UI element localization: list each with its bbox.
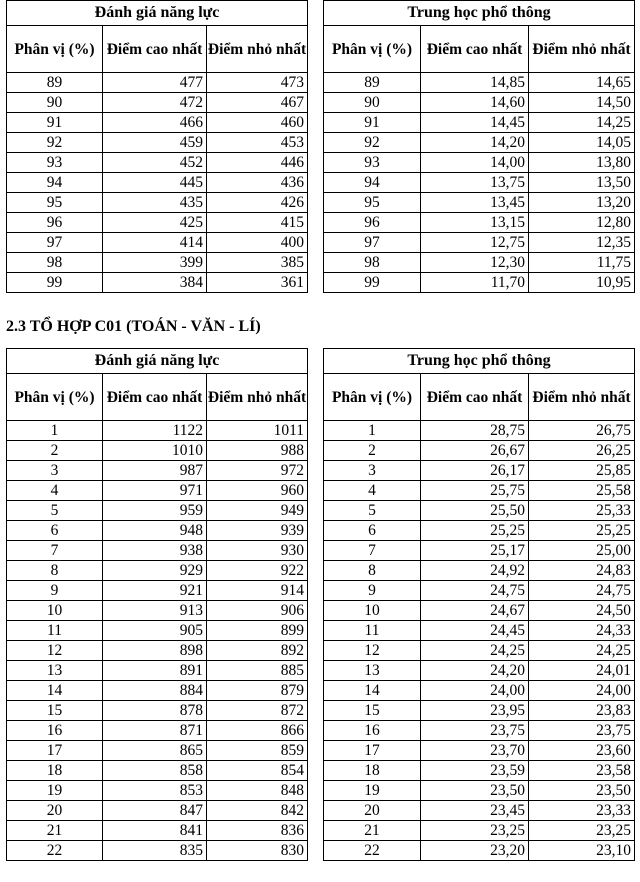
max-score-cell: 25,50 — [421, 501, 529, 521]
percentile-cell: 98 — [324, 253, 421, 273]
percentile-cell: 93 — [7, 153, 103, 173]
table-row — [7, 681, 308, 701]
percentile-cell: 20 — [324, 801, 421, 821]
percentile-cell: 97 — [324, 233, 421, 253]
min-score-cell: 26,75 — [529, 421, 635, 441]
min-score-cell: 25,00 — [529, 541, 635, 561]
max-score-cell: 384 — [103, 273, 207, 293]
max-score-cell: 435 — [103, 193, 207, 213]
min-score-cell: 13,50 — [529, 173, 635, 193]
column-header: Phân vị (%) — [7, 26, 103, 73]
min-score-cell: 23,25 — [529, 821, 635, 841]
table-row — [7, 741, 308, 761]
max-score-cell: 23,50 — [421, 781, 529, 801]
min-score-cell: 24,75 — [529, 581, 635, 601]
percentile-cell: 89 — [7, 73, 103, 93]
table-row — [7, 461, 308, 481]
percentile-cell: 90 — [324, 93, 421, 113]
min-score-cell: 899 — [207, 621, 308, 641]
min-score-cell: 872 — [207, 701, 308, 721]
percentile-cell: 92 — [324, 133, 421, 153]
min-score-cell: 25,58 — [529, 481, 635, 501]
percentile-cell: 11 — [324, 621, 421, 641]
min-score-cell: 24,25 — [529, 641, 635, 661]
table-row — [324, 253, 635, 273]
percentile-cell: 18 — [7, 761, 103, 781]
max-score-cell: 921 — [103, 581, 207, 601]
percentile-cell: 95 — [7, 193, 103, 213]
min-score-cell: 436 — [207, 173, 308, 193]
column-header: Điểm nhỏ nhất — [207, 374, 308, 421]
min-score-cell: 23,50 — [529, 781, 635, 801]
table-row — [7, 701, 308, 721]
table-row — [324, 273, 635, 293]
table-row — [324, 501, 635, 521]
table-row — [324, 133, 635, 153]
percentile-cell: 96 — [324, 213, 421, 233]
max-score-cell: 847 — [103, 801, 207, 821]
percentile-cell: 2 — [7, 441, 103, 461]
max-score-cell: 14,85 — [421, 73, 529, 93]
table-row — [7, 761, 308, 781]
table-row — [7, 561, 308, 581]
percentile-cell: 4 — [7, 481, 103, 501]
max-score-cell: 23,45 — [421, 801, 529, 821]
table-row — [324, 93, 635, 113]
min-score-cell: 854 — [207, 761, 308, 781]
table-row — [7, 273, 308, 293]
table-row — [324, 821, 635, 841]
percentile-cell: 10 — [324, 601, 421, 621]
min-score-cell: 14,05 — [529, 133, 635, 153]
percentile-cell: 99 — [7, 273, 103, 293]
min-score-cell: 13,20 — [529, 193, 635, 213]
percentile-cell: 5 — [7, 501, 103, 521]
min-score-cell: 25,25 — [529, 521, 635, 541]
percentile-cell: 94 — [7, 173, 103, 193]
percentile-cell: 8 — [7, 561, 103, 581]
table-row — [324, 741, 635, 761]
max-score-cell: 13,75 — [421, 173, 529, 193]
table-row — [7, 541, 308, 561]
max-score-cell: 835 — [103, 841, 207, 861]
max-score-cell: 25,75 — [421, 481, 529, 501]
table-row — [7, 73, 308, 93]
table-row — [324, 421, 635, 441]
max-score-cell: 23,75 — [421, 721, 529, 741]
percentile-cell: 18 — [324, 761, 421, 781]
max-score-cell: 23,95 — [421, 701, 529, 721]
max-score-cell: 14,45 — [421, 113, 529, 133]
max-score-cell: 13,15 — [421, 213, 529, 233]
min-score-cell: 930 — [207, 541, 308, 561]
percentile-cell: 90 — [7, 93, 103, 113]
max-score-cell: 445 — [103, 173, 207, 193]
table-row — [324, 213, 635, 233]
max-score-cell: 878 — [103, 701, 207, 721]
min-score-cell: 14,25 — [529, 113, 635, 133]
max-score-cell: 853 — [103, 781, 207, 801]
table-row — [7, 661, 308, 681]
min-score-cell: 415 — [207, 213, 308, 233]
table-row — [7, 781, 308, 801]
max-score-cell: 477 — [103, 73, 207, 93]
min-score-cell: 13,80 — [529, 153, 635, 173]
max-score-cell: 987 — [103, 461, 207, 481]
top-left-table — [6, 0, 308, 293]
min-score-cell: 988 — [207, 441, 308, 461]
table-row — [7, 801, 308, 821]
max-score-cell: 938 — [103, 541, 207, 561]
min-score-cell: 1011 — [207, 421, 308, 441]
column-header: Điểm cao nhất — [421, 26, 529, 73]
max-score-cell: 929 — [103, 561, 207, 581]
column-header: Phân vị (%) — [7, 374, 103, 421]
min-score-cell: 23,33 — [529, 801, 635, 821]
max-score-cell: 26,17 — [421, 461, 529, 481]
min-score-cell: 24,50 — [529, 601, 635, 621]
percentile-cell: 95 — [324, 193, 421, 213]
max-score-cell: 11,70 — [421, 273, 529, 293]
percentile-cell: 2 — [324, 441, 421, 461]
max-score-cell: 24,25 — [421, 641, 529, 661]
table-row — [324, 621, 635, 641]
bottom-right-table — [323, 348, 635, 861]
min-score-cell: 939 — [207, 521, 308, 541]
percentile-cell: 16 — [324, 721, 421, 741]
max-score-cell: 1010 — [103, 441, 207, 461]
max-score-cell: 23,59 — [421, 761, 529, 781]
min-score-cell: 25,33 — [529, 501, 635, 521]
table-row — [324, 601, 635, 621]
percentile-cell: 94 — [324, 173, 421, 193]
column-header: Điểm cao nhất — [421, 374, 529, 421]
percentile-cell: 21 — [324, 821, 421, 841]
percentile-cell: 5 — [324, 501, 421, 521]
percentile-cell: 99 — [324, 273, 421, 293]
percentile-cell: 14 — [7, 681, 103, 701]
min-score-cell: 24,00 — [529, 681, 635, 701]
column-header: Điểm nhỏ nhất — [529, 374, 635, 421]
table-title: Trung học phổ thông — [324, 1, 635, 26]
table-row — [324, 761, 635, 781]
percentile-cell: 3 — [7, 461, 103, 481]
table-row — [324, 193, 635, 213]
max-score-cell: 23,70 — [421, 741, 529, 761]
table-row — [324, 73, 635, 93]
min-score-cell: 25,85 — [529, 461, 635, 481]
table-row — [324, 173, 635, 193]
percentile-cell: 20 — [7, 801, 103, 821]
max-score-cell: 24,20 — [421, 661, 529, 681]
max-score-cell: 898 — [103, 641, 207, 661]
table-row — [7, 601, 308, 621]
max-score-cell: 871 — [103, 721, 207, 741]
max-score-cell: 25,17 — [421, 541, 529, 561]
table-row — [7, 441, 308, 461]
table-row — [7, 133, 308, 153]
table-row — [324, 781, 635, 801]
table-row — [7, 521, 308, 541]
percentile-cell: 4 — [324, 481, 421, 501]
table-title: Đánh giá năng lực — [7, 1, 308, 26]
percentile-cell: 12 — [324, 641, 421, 661]
percentile-cell: 15 — [7, 701, 103, 721]
table-row — [324, 481, 635, 501]
min-score-cell: 972 — [207, 461, 308, 481]
table-row — [7, 421, 308, 441]
min-score-cell: 400 — [207, 233, 308, 253]
max-score-cell: 452 — [103, 153, 207, 173]
table-row — [7, 641, 308, 661]
bottom-left-table — [6, 348, 308, 861]
min-score-cell: 24,01 — [529, 661, 635, 681]
min-score-cell: 385 — [207, 253, 308, 273]
percentile-cell: 1 — [7, 421, 103, 441]
min-score-cell: 922 — [207, 561, 308, 581]
max-score-cell: 841 — [103, 821, 207, 841]
min-score-cell: 426 — [207, 193, 308, 213]
max-score-cell: 12,30 — [421, 253, 529, 273]
percentile-cell: 91 — [324, 113, 421, 133]
percentile-cell: 11 — [7, 621, 103, 641]
table-row — [324, 581, 635, 601]
max-score-cell: 26,67 — [421, 441, 529, 461]
max-score-cell: 24,45 — [421, 621, 529, 641]
percentile-cell: 89 — [324, 73, 421, 93]
min-score-cell: 859 — [207, 741, 308, 761]
max-score-cell: 13,45 — [421, 193, 529, 213]
percentile-cell: 3 — [324, 461, 421, 481]
top-right-table — [323, 0, 635, 293]
min-score-cell: 914 — [207, 581, 308, 601]
column-header: Phân vị (%) — [324, 26, 421, 73]
table-row — [7, 233, 308, 253]
percentile-cell: 6 — [7, 521, 103, 541]
min-score-cell: 23,60 — [529, 741, 635, 761]
percentile-cell: 22 — [324, 841, 421, 861]
max-score-cell: 25,25 — [421, 521, 529, 541]
max-score-cell: 891 — [103, 661, 207, 681]
percentile-cell: 19 — [7, 781, 103, 801]
max-score-cell: 23,25 — [421, 821, 529, 841]
min-score-cell: 960 — [207, 481, 308, 501]
min-score-cell: 23,83 — [529, 701, 635, 721]
table-row — [324, 681, 635, 701]
table-row — [7, 113, 308, 133]
min-score-cell: 879 — [207, 681, 308, 701]
percentile-cell: 92 — [7, 133, 103, 153]
min-score-cell: 866 — [207, 721, 308, 741]
table-row — [324, 701, 635, 721]
min-score-cell: 24,33 — [529, 621, 635, 641]
max-score-cell: 913 — [103, 601, 207, 621]
min-score-cell: 23,10 — [529, 841, 635, 861]
table-title: Trung học phổ thông — [324, 349, 635, 374]
min-score-cell: 885 — [207, 661, 308, 681]
min-score-cell: 12,80 — [529, 213, 635, 233]
max-score-cell: 24,92 — [421, 561, 529, 581]
column-header: Điểm cao nhất — [103, 26, 207, 73]
percentile-cell: 97 — [7, 233, 103, 253]
percentile-cell: 17 — [324, 741, 421, 761]
percentile-cell: 14 — [324, 681, 421, 701]
table-row — [7, 621, 308, 641]
min-score-cell: 830 — [207, 841, 308, 861]
min-score-cell: 848 — [207, 781, 308, 801]
min-score-cell: 949 — [207, 501, 308, 521]
min-score-cell: 906 — [207, 601, 308, 621]
percentile-cell: 10 — [7, 601, 103, 621]
table-row — [7, 253, 308, 273]
min-score-cell: 361 — [207, 273, 308, 293]
max-score-cell: 971 — [103, 481, 207, 501]
max-score-cell: 959 — [103, 501, 207, 521]
min-score-cell: 11,75 — [529, 253, 635, 273]
table-row — [324, 113, 635, 133]
percentile-cell: 19 — [324, 781, 421, 801]
column-header: Điểm nhỏ nhất — [529, 26, 635, 73]
percentile-cell: 91 — [7, 113, 103, 133]
table-row — [324, 841, 635, 861]
max-score-cell: 24,75 — [421, 581, 529, 601]
column-header: Điểm cao nhất — [103, 374, 207, 421]
min-score-cell: 892 — [207, 641, 308, 661]
min-score-cell: 24,83 — [529, 561, 635, 581]
table-row — [7, 841, 308, 861]
table-row — [7, 581, 308, 601]
table-row — [7, 93, 308, 113]
percentile-cell: 9 — [7, 581, 103, 601]
table-row — [324, 441, 635, 461]
min-score-cell: 14,65 — [529, 73, 635, 93]
table-title: Đánh giá năng lực — [7, 349, 308, 374]
min-score-cell: 460 — [207, 113, 308, 133]
min-score-cell: 26,25 — [529, 441, 635, 461]
min-score-cell: 836 — [207, 821, 308, 841]
section-heading: 2.3 TỔ HỢP C01 (TOÁN - VĂN - LÍ) — [6, 318, 261, 335]
max-score-cell: 24,67 — [421, 601, 529, 621]
percentile-cell: 16 — [7, 721, 103, 741]
percentile-cell: 15 — [324, 701, 421, 721]
max-score-cell: 905 — [103, 621, 207, 641]
max-score-cell: 865 — [103, 741, 207, 761]
min-score-cell: 14,50 — [529, 93, 635, 113]
max-score-cell: 425 — [103, 213, 207, 233]
table-row — [7, 153, 308, 173]
table-row — [324, 661, 635, 681]
column-header: Điểm nhỏ nhất — [207, 26, 308, 73]
table-row — [324, 721, 635, 741]
max-score-cell: 23,20 — [421, 841, 529, 861]
min-score-cell: 12,35 — [529, 233, 635, 253]
table-row — [7, 481, 308, 501]
min-score-cell: 23,58 — [529, 761, 635, 781]
table-row — [7, 721, 308, 741]
min-score-cell: 473 — [207, 73, 308, 93]
table-row — [324, 521, 635, 541]
max-score-cell: 414 — [103, 233, 207, 253]
percentile-cell: 96 — [7, 213, 103, 233]
max-score-cell: 884 — [103, 681, 207, 701]
max-score-cell: 12,75 — [421, 233, 529, 253]
percentile-cell: 93 — [324, 153, 421, 173]
table-row — [7, 821, 308, 841]
table-row — [324, 461, 635, 481]
max-score-cell: 28,75 — [421, 421, 529, 441]
table-row — [7, 193, 308, 213]
min-score-cell: 446 — [207, 153, 308, 173]
percentile-cell: 98 — [7, 253, 103, 273]
max-score-cell: 14,20 — [421, 133, 529, 153]
percentile-cell: 7 — [7, 541, 103, 561]
min-score-cell: 467 — [207, 93, 308, 113]
percentile-cell: 6 — [324, 521, 421, 541]
max-score-cell: 399 — [103, 253, 207, 273]
max-score-cell: 14,60 — [421, 93, 529, 113]
max-score-cell: 24,00 — [421, 681, 529, 701]
percentile-cell: 9 — [324, 581, 421, 601]
min-score-cell: 10,95 — [529, 273, 635, 293]
percentile-cell: 1 — [324, 421, 421, 441]
table-row — [324, 541, 635, 561]
max-score-cell: 948 — [103, 521, 207, 541]
min-score-cell: 453 — [207, 133, 308, 153]
table-row — [324, 801, 635, 821]
percentile-cell: 13 — [7, 661, 103, 681]
percentile-cell: 21 — [7, 821, 103, 841]
table-row — [324, 153, 635, 173]
min-score-cell: 23,75 — [529, 721, 635, 741]
max-score-cell: 1122 — [103, 421, 207, 441]
percentile-cell: 13 — [324, 661, 421, 681]
percentile-cell: 22 — [7, 841, 103, 861]
percentile-cell: 7 — [324, 541, 421, 561]
max-score-cell: 466 — [103, 113, 207, 133]
table-row — [7, 213, 308, 233]
table-row — [324, 233, 635, 253]
percentile-cell: 12 — [7, 641, 103, 661]
max-score-cell: 14,00 — [421, 153, 529, 173]
max-score-cell: 472 — [103, 93, 207, 113]
percentile-cell: 17 — [7, 741, 103, 761]
max-score-cell: 459 — [103, 133, 207, 153]
column-header: Phân vị (%) — [324, 374, 421, 421]
table-row — [7, 173, 308, 193]
table-row — [324, 561, 635, 581]
table-row — [7, 501, 308, 521]
percentile-cell: 8 — [324, 561, 421, 581]
min-score-cell: 842 — [207, 801, 308, 821]
max-score-cell: 858 — [103, 761, 207, 781]
table-row — [324, 641, 635, 661]
